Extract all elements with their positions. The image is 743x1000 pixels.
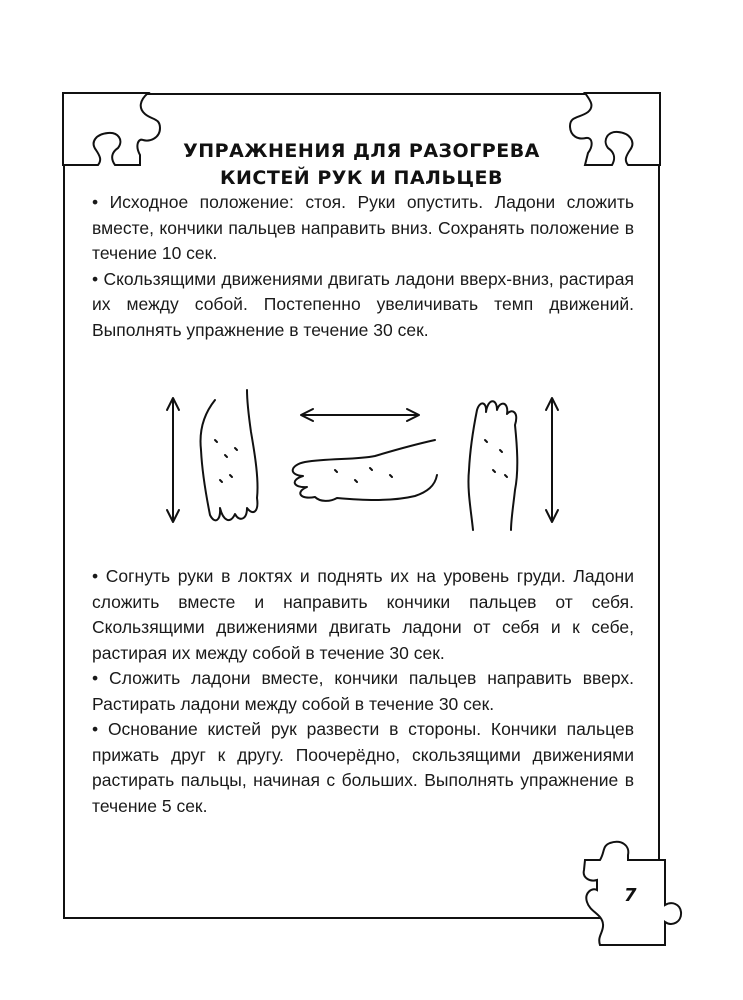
paragraph-5: • Основание кистей рук развести в стороны. Кончики пальцев прижать друг к другу. Поочерёдно, скользящими движениями растирать пальцы, начиная с больших. Выполнять упражнение в течение 5 сек. (92, 719, 634, 816)
hands-illustration (155, 380, 575, 540)
hand-icon (201, 390, 258, 520)
paragraph-2: • Скользящими движениями двигать ладони вверх-вниз, растирая их между собой. Постепенно увеличивать темп движений. Выполнять упражнение в течение 30 сек. (92, 268, 634, 340)
paragraph-4: • Сложить ладони вместе, кончики пальцев направить вверх. Растирать ладони между собой в течение 30 сек. (92, 668, 634, 714)
title-line-1: УПРАЖНЕНИЯ ДЛЯ РАЗОГРЕВА (183, 140, 540, 162)
double-arrow-icon (301, 409, 419, 421)
paragraph-3: • Согнуть руки в локтях и поднять их на уровень груди. Ладони сложить вместе и направить кончики пальцев от себя. Скользящими движениями двигать ладони от себя и к себе, растирая их между собой в течение 30 сек. (92, 566, 634, 663)
page-title (63, 138, 660, 192)
hand-icon (468, 401, 517, 530)
text-block-bottom (92, 564, 634, 819)
title-line-2: КИСТЕЙ РУК И ПАЛЬЦЕВ (219, 167, 504, 189)
double-arrow-icon (167, 398, 179, 522)
text-block-top (92, 190, 634, 343)
page-number: 7 (624, 885, 637, 906)
hand-icon (293, 440, 437, 501)
paragraph-1: • Исходное положение: стоя. Руки опустить. Ладони сложить вместе, кончики пальцев направить вниз. Сохранять положение в течение 10 сек. (92, 192, 634, 263)
double-arrow-icon (546, 398, 558, 522)
